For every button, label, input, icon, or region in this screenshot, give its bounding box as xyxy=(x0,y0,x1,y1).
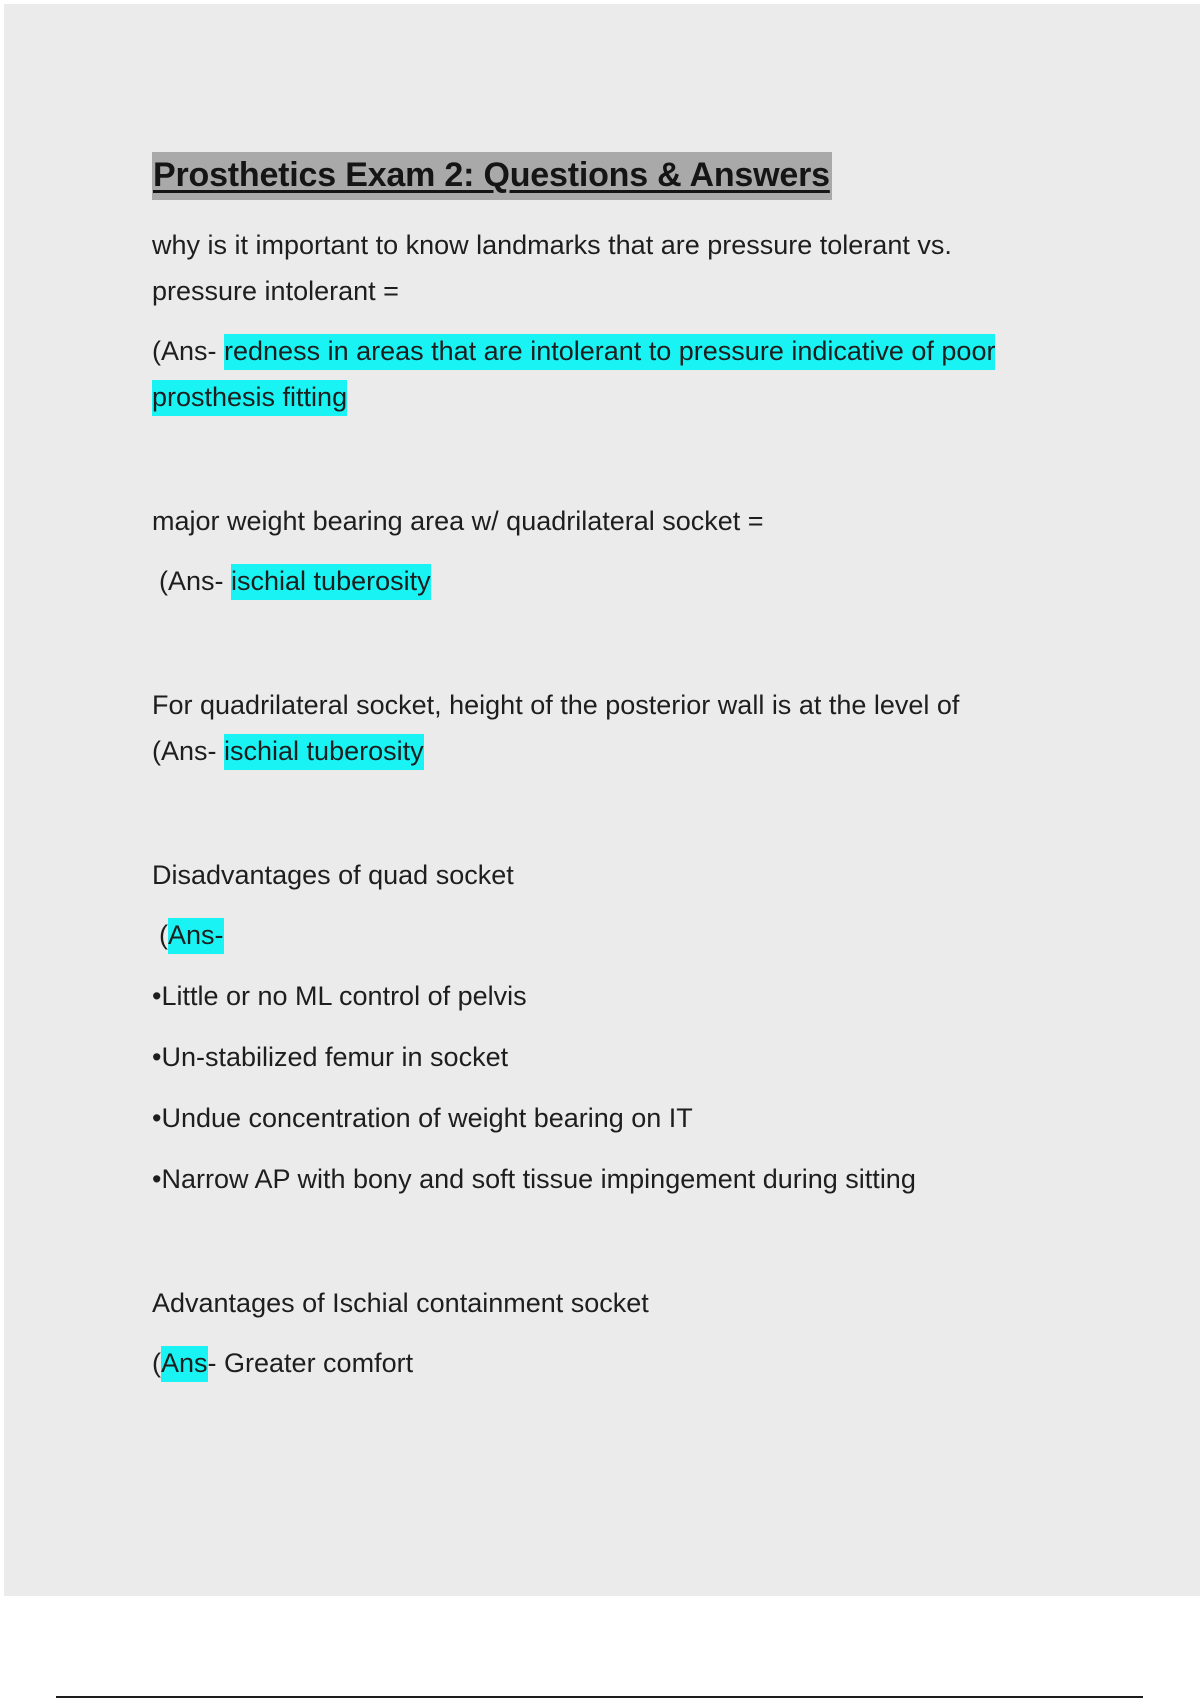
answer-highlight: Ans xyxy=(161,1346,208,1382)
document-content xyxy=(152,152,1092,1386)
answer-highlight: redness in areas that are intolerant to pressure indicative of poor xyxy=(224,334,995,370)
answer-line xyxy=(152,912,1092,958)
answer-prefix: ( xyxy=(159,920,168,950)
question-text: Disadvantages of quad socket xyxy=(152,860,514,890)
answer-prefix: ( xyxy=(152,1348,161,1378)
answer-line xyxy=(152,728,1092,774)
answer-prefix: (Ans- xyxy=(152,736,225,766)
bullet-item: •Undue concentration of weight bearing on IT xyxy=(152,1103,693,1133)
answer-line xyxy=(152,328,1092,374)
bullet-item: •Little or no ML control of pelvis xyxy=(152,981,527,1011)
answer-line xyxy=(152,558,1092,604)
footer-divider xyxy=(56,1696,1143,1698)
question-text: major weight bearing area w/ quadrilateral socket = xyxy=(152,506,764,536)
qa-item xyxy=(152,852,1092,1202)
answer-highlight: ischial tuberosity xyxy=(224,734,424,770)
answer-prefix: (Ans- xyxy=(159,566,232,596)
question-text: why is it important to know landmarks that are pressure tolerant vs. xyxy=(152,230,952,260)
bullet-item: •Un-stabilized femur in socket xyxy=(152,1042,509,1072)
title-block xyxy=(152,152,1092,200)
bullet-item: •Narrow AP with bony and soft tissue impingement during sitting xyxy=(152,1164,916,1194)
answer-highlight: prosthesis fitting xyxy=(152,380,347,416)
question-text: Advantages of Ischial containment socket xyxy=(152,1288,649,1318)
answer-line xyxy=(152,374,1092,420)
question-text: pressure intolerant = xyxy=(152,276,399,306)
qa-item xyxy=(152,498,1092,604)
document-title: Prosthetics Exam 2: Questions & Answers xyxy=(152,152,832,200)
answer-prefix: (Ans- xyxy=(152,336,225,366)
answer-text: - Greater comfort xyxy=(207,1348,414,1378)
answer-highlight: Ans- xyxy=(168,918,224,954)
qa-item xyxy=(152,222,1092,420)
question-text: For quadrilateral socket, height of the posterior wall is at the level of xyxy=(152,690,960,720)
answer-highlight: ischial tuberosity xyxy=(231,564,431,600)
document-page xyxy=(4,4,1200,1596)
qa-item xyxy=(152,682,1092,774)
answer-line xyxy=(152,1340,1092,1386)
qa-item xyxy=(152,1280,1092,1386)
